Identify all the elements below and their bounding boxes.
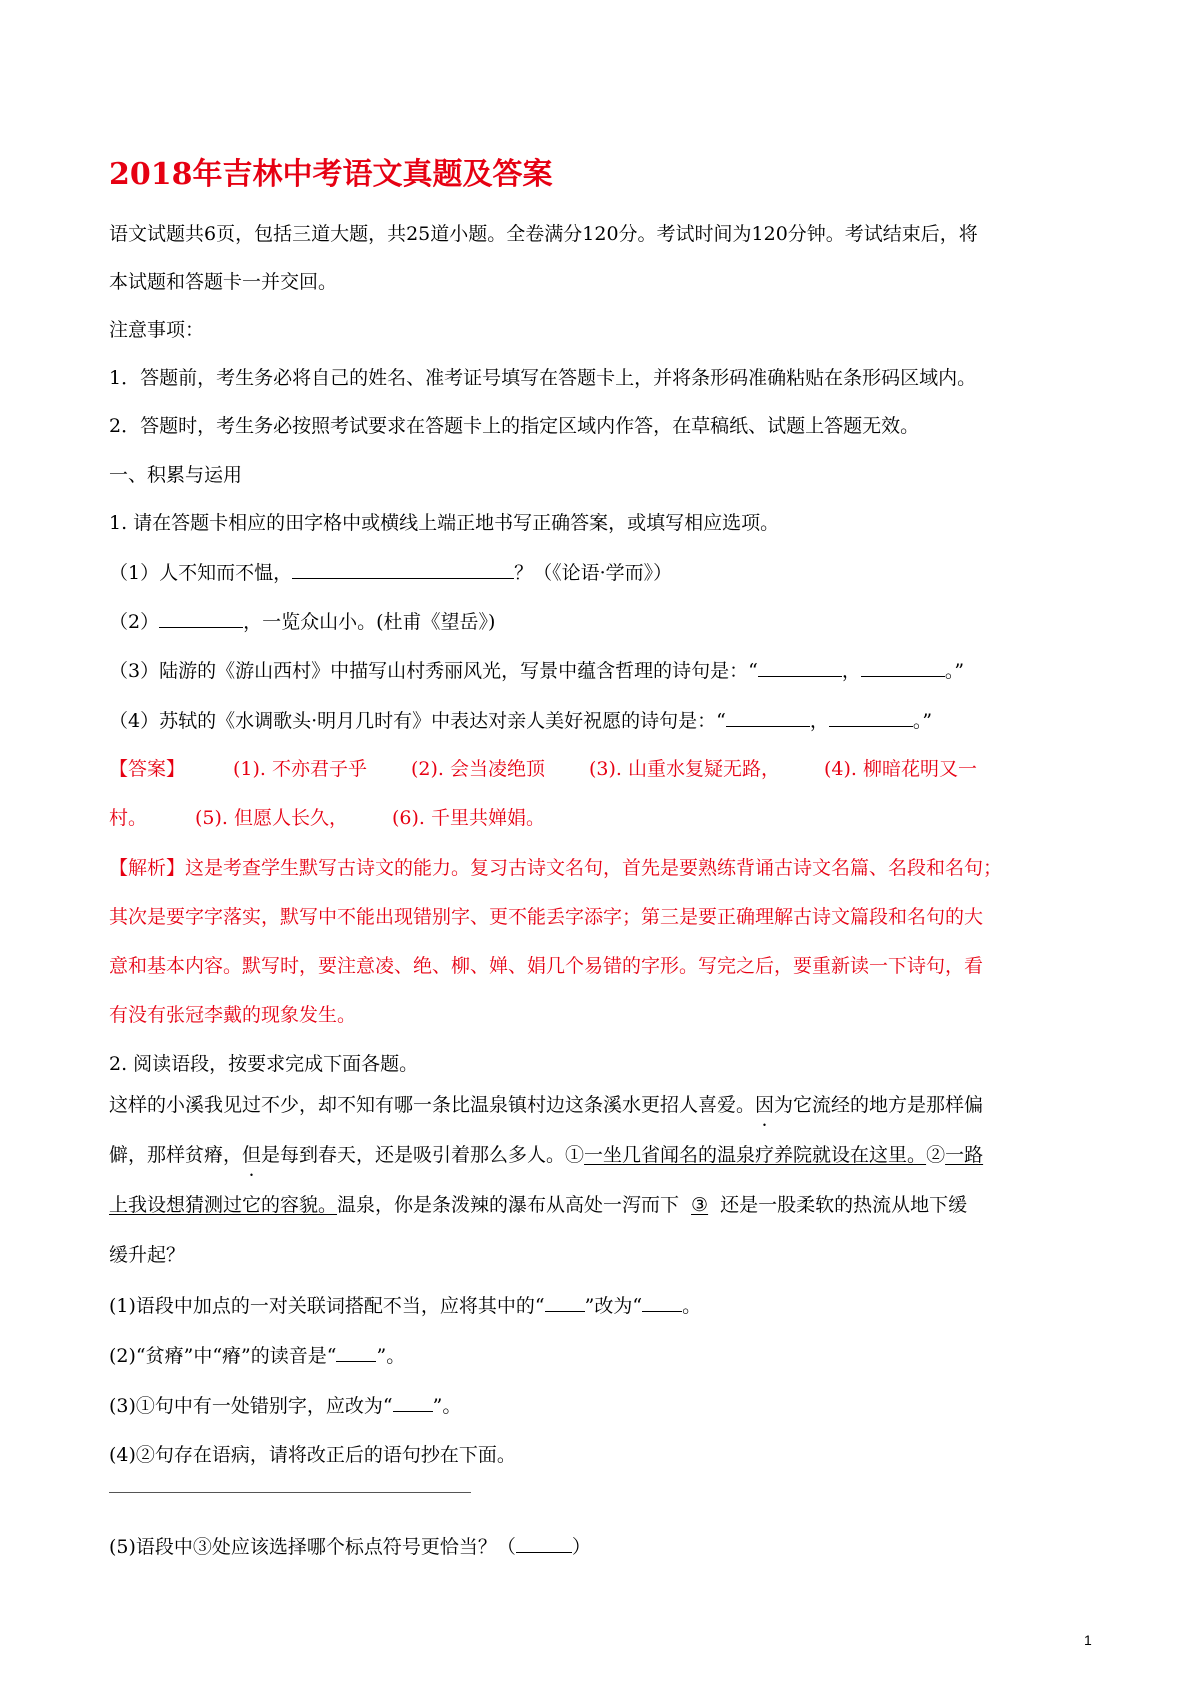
passage-1a: 这样的小溪我见过不少，却不知有哪一条比温泉镇村边这条溪水更招人喜爱。 (109, 1094, 756, 1116)
q1-p4-text-a: （4）苏轼的《水调歌头·明月几时有》中表达对亲人美好祝愿的诗句是：“ (109, 710, 726, 732)
intro-line-1: 语文试题共6页，包括三道大题，共25道小题。全卷满分120分。考试时间为120分钟。考试结束后，将 (109, 223, 978, 245)
question-1-part-4 (109, 708, 932, 733)
section-heading-1: 一、积累与运用 (109, 464, 243, 486)
q1-p3-blank-1 (758, 658, 842, 677)
q2-sub-1-c: 。 (682, 1295, 702, 1317)
q1-p1-blank (292, 560, 514, 579)
passage-2e: ② (926, 1144, 946, 1166)
page-number: 1 (1084, 1632, 1092, 1648)
passage-3d: 还是一股柔软的热流从地下缓 (720, 1194, 968, 1216)
answer-item-4-cont: 村。 (109, 807, 148, 829)
q1-p4-blank-1 (726, 708, 810, 727)
passage-3b: 温泉，你是条泼辣的瀑布从高处一泻而下 (337, 1194, 680, 1216)
intro-line-2: 本试题和答题卡一并交回。 (109, 271, 338, 293)
dotted-word-dan: 但 (242, 1144, 262, 1166)
analysis-line-2: 其次是要字字落实，默写中不能出现错别字、更不能丢字添字；第三是要正确理解古诗文篇段和名句的大 (109, 906, 984, 928)
sentence-1-underlined: 一坐几省闻名的温泉疗养院就设在这里。 (584, 1144, 927, 1166)
question-1-part-3 (109, 658, 964, 683)
question-1-part-1 (109, 560, 672, 585)
answer-label: 【答案】 (109, 758, 186, 780)
q1-p1-text-a: （1）人不知而不愠， (109, 562, 293, 584)
q2-sub-1-blank-1 (545, 1293, 585, 1312)
question-1-part-2 (109, 609, 495, 634)
q2-sub-1 (109, 1293, 701, 1318)
q2-sub-3 (109, 1393, 461, 1418)
q1-p2-text-b: ，一览众山小。(杜甫《望岳》) (243, 611, 496, 633)
passage-2a: 僻，那样贫瘠， (109, 1144, 243, 1166)
q2-sub-3-a: (3)①句中有一处错别字，应改为“ (109, 1395, 393, 1417)
q1-p4-text-b: ， (809, 710, 829, 732)
q2-sub-5-blank (516, 1534, 572, 1553)
analysis-line-1: 【解析】这是考查学生默写古诗文的能力。复习古诗文名句，首先是要熟练背诵古诗文名篇、名段和名句； (109, 857, 1003, 879)
q1-p2-blank (159, 609, 243, 628)
q2-sub-4: (4)②句存在语病，请将改正后的语句抄在下面。 (109, 1444, 516, 1466)
answer-item-6: (6). 千里共婵娟。 (392, 807, 546, 829)
q1-p3-blank-2 (861, 658, 945, 677)
q2-sub-1-a: (1)语段中加点的一对关联词搭配不当，应将其中的“ (109, 1295, 545, 1317)
passage-1c: 为它流经的地方是那样偏 (774, 1094, 984, 1116)
answer-item-3: (3). 山重水复疑无路， (589, 758, 781, 780)
document-title: 2018年吉林中考语文真题及答案 (109, 157, 553, 192)
sentence-2-underlined-start: 一路 (945, 1144, 984, 1166)
sentence-2-underlined-end: 上我设想猜测过它的容貌。 (109, 1194, 338, 1216)
notice-heading: 注意事项： (109, 319, 205, 341)
q1-p4-blank-2 (829, 708, 913, 727)
q2-sub-2-blank (336, 1343, 376, 1362)
q2-sub-1-b: ”改为“ (584, 1295, 643, 1317)
q2-sub-5-a: (5)语段中③处应该选择哪个标点符号更恰当？（ (109, 1536, 516, 1558)
notice-item-2: 2．答题时，考生务必按照考试要求在答题卡上的指定区域内作答，在草稿纸、试题上答题无效。 (109, 415, 920, 437)
q1-p3-text-b: ， (841, 660, 861, 682)
answer-line-1 (109, 757, 977, 781)
q2-sub-3-blank (393, 1393, 433, 1412)
passage-line-4: 缓升起？ (109, 1244, 186, 1266)
q2-sub-1-blank-2 (642, 1293, 682, 1312)
q2-sub-2-b: ”。 (376, 1345, 406, 1367)
answer-line-2 (109, 806, 545, 830)
dotted-word-yin: 因 (755, 1094, 775, 1116)
notice-item-1: 1．答题前，考生务必将自己的姓名、准考证号填写在答题卡上，并将条形码准确粘贴在条形码区域内。 (109, 367, 977, 389)
answer-item-1: (1). 不亦君子乎 (233, 758, 368, 780)
q1-p1-text-b: ？（《论语·学而》） (514, 562, 673, 584)
answer-writing-line (109, 1492, 471, 1493)
analysis-line-3: 意和基本内容。默写时，要注意凌、绝、柳、婵、娟几个易错的字形。写完之后，要重新读一下诗句，看 (109, 955, 984, 977)
passage-line-3 (109, 1193, 967, 1217)
answer-item-5: (5). 但愿人长久， (195, 807, 349, 829)
q2-sub-5 (109, 1534, 591, 1559)
marker-3-blank: ③ (691, 1194, 709, 1216)
q2-sub-2 (109, 1343, 405, 1368)
q1-p3-text-c: 。” (944, 660, 965, 682)
answer-item-4: (4). 柳暗花明又一 (824, 758, 978, 780)
passage-line-1 (109, 1093, 983, 1117)
q1-p3-text-a: （3）陆游的《游山西村》中描写山村秀丽风光，写景中蕴含哲理的诗句是：“ (109, 660, 758, 682)
passage-2c: 是每到春天，还是吸引着那么多人。① (261, 1144, 585, 1166)
passage-line-2 (109, 1143, 983, 1167)
question-2-stem: 2. 阅读语段，按要求完成下面各题。 (109, 1053, 419, 1075)
question-1-stem: 1. 请在答题卡相应的田字格中或横线上端正地书写正确答案，或填写相应选项。 (109, 512, 780, 534)
q2-sub-2-a: (2)“贫瘠”中“瘠”的读音是“ (109, 1345, 337, 1367)
q2-sub-3-b: ”。 (432, 1395, 462, 1417)
q1-p2-text-a: （2） (109, 611, 160, 633)
answer-item-2: (2). 会当凌绝顶 (411, 758, 546, 780)
q1-p4-text-c: 。” (912, 710, 933, 732)
analysis-line-4: 有没有张冠李戴的现象发生。 (109, 1004, 357, 1026)
q2-sub-5-b: ） (571, 1536, 591, 1558)
